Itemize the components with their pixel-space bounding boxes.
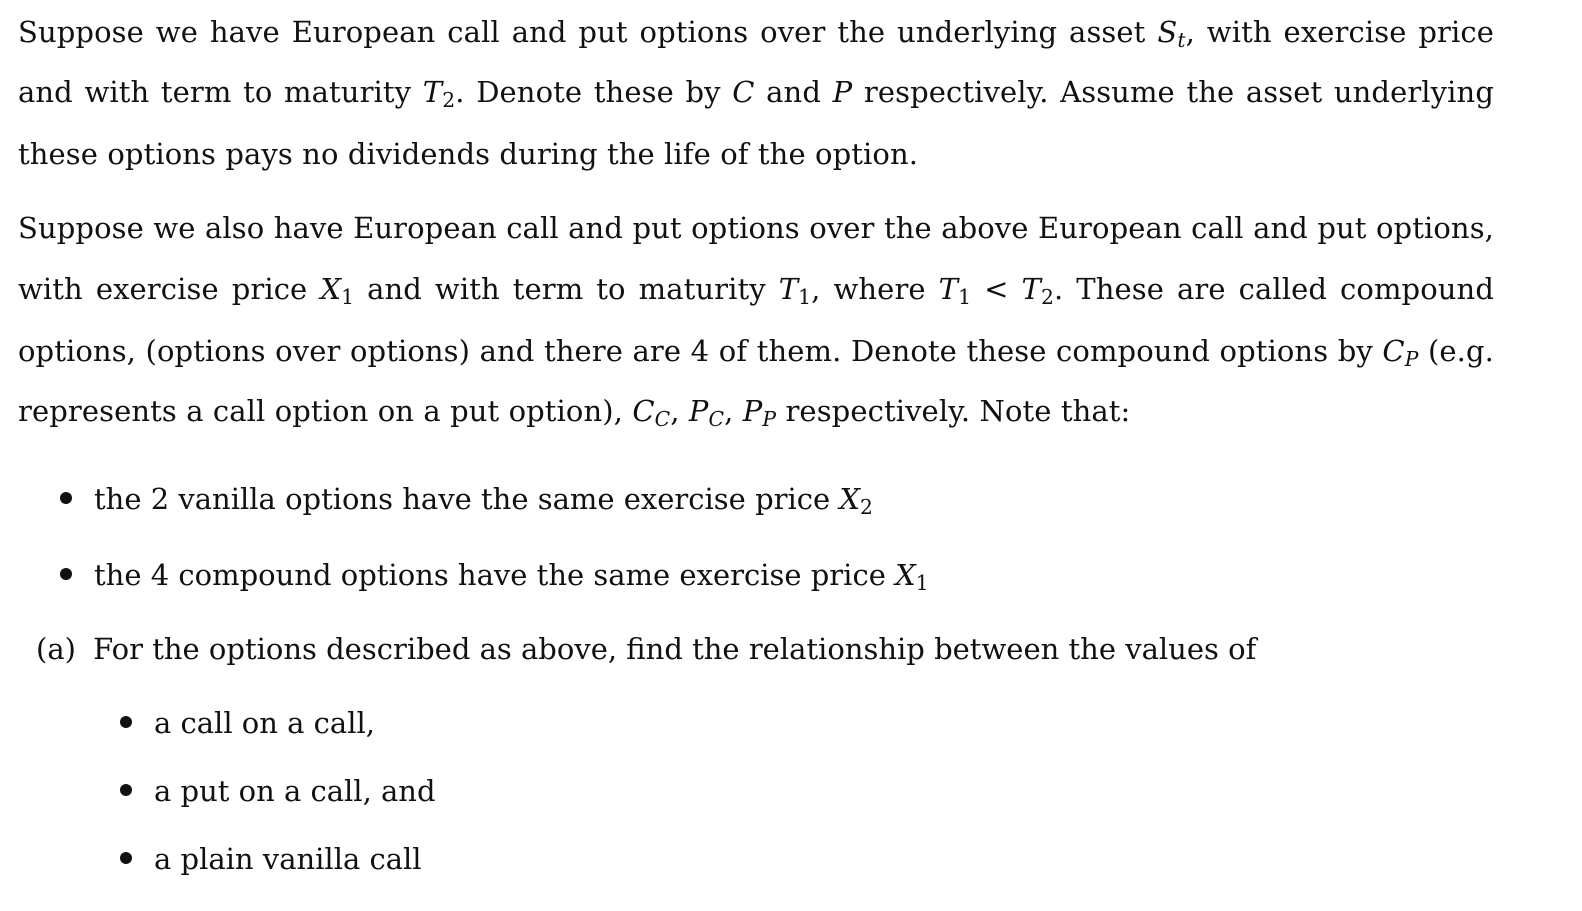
bullet-icon — [120, 852, 132, 864]
question-a — [36, 629, 1256, 669]
paragraph-2-line-3: options, (options over options) and there are 4 of them. Denote these compound options by $C_P$ (e.g. — [18, 334, 1494, 371]
paragraph-1-line-3: these options pays no dividends during the life of the option. — [18, 137, 919, 171]
paragraph-1-line-1: Suppose we have European call and put options over the underlying asset $S_t$, with exercise price — [18, 15, 1494, 52]
bullet-icon — [60, 568, 72, 580]
paragraph-2-line-4: represents a call option on a put option), $C_C$, $P_C$, $P_P$ respectively. Note that: — [18, 394, 1131, 432]
paragraph-2-line-2: with exercise price $X_1$ and with term to maturity $T_1$, where $T_1 < T_2$. These are called compound — [18, 272, 1494, 309]
note-item-vanilla: the 2 vanilla options have the same exercise price $X_2$ — [60, 479, 873, 519]
paragraph-2-line-1: Suppose we also have European call and put options over the above European call and put options, — [18, 211, 1494, 245]
bullet-icon — [120, 784, 132, 796]
note-item-compound: the 4 compound options have the same exercise price $X_1$ — [60, 555, 929, 595]
question-a-item-call-on-call: a call on a call, — [120, 703, 375, 743]
bullet-icon — [60, 492, 72, 504]
paragraph-1-line-2: and with term to maturity $T_2$. Denote these by C and P respectively. Assume the asset underlying — [18, 75, 1494, 112]
question-a-item-vanilla-call: a plain vanilla call — [120, 839, 422, 879]
question-a-label: (a) — [36, 632, 76, 666]
question-a-item-put-on-call: a put on a call, and — [120, 771, 436, 811]
question-a-text: For the options described as above, find the relationship between the values of — [93, 632, 1257, 666]
bullet-icon — [120, 716, 132, 728]
